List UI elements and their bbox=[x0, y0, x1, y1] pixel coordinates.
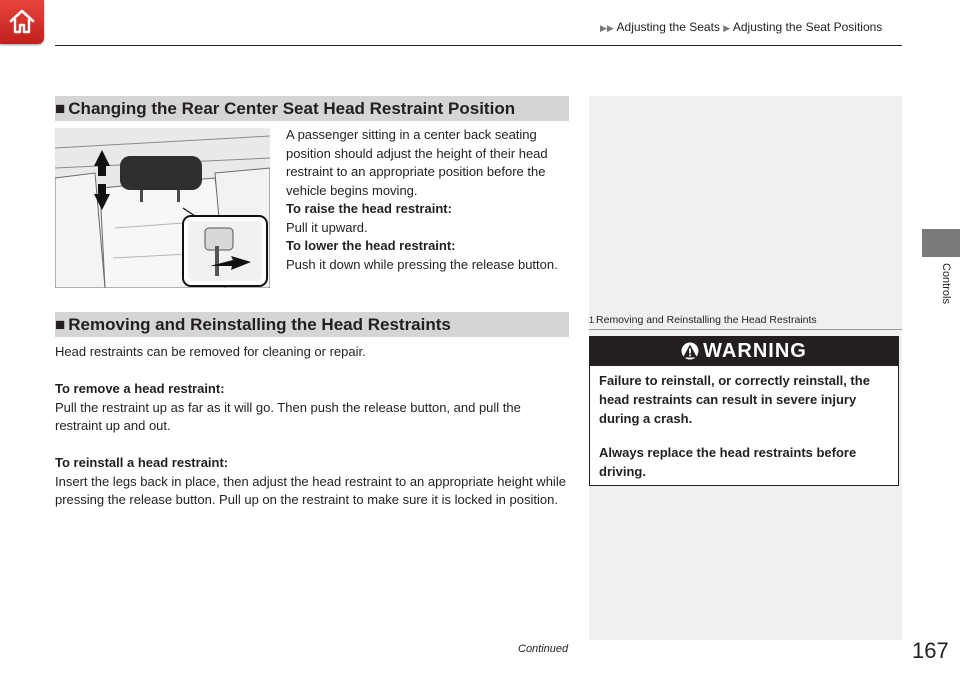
warning-box bbox=[589, 336, 899, 486]
section1-intro: A passenger sitting in a center back seating position should adjust the height of their head restraint to an appropriate position before the vehicle begins moving. bbox=[286, 127, 548, 198]
chapter-tab[interactable] bbox=[922, 229, 960, 257]
raise-heading: To raise the head restraint: bbox=[286, 201, 452, 216]
reinstall-heading: To reinstall a head restraint: bbox=[55, 455, 229, 470]
warning-header bbox=[590, 337, 898, 366]
note-divider bbox=[589, 329, 902, 330]
section-header-removing bbox=[55, 312, 569, 337]
breadcrumb bbox=[600, 20, 882, 34]
raise-text: Pull it upward. bbox=[286, 219, 368, 235]
note-title-text: Removing and Reinstalling the Head Restraints bbox=[596, 314, 817, 326]
seat-illustration-graphic bbox=[55, 128, 270, 288]
breadcrumb-item-seats[interactable]: Adjusting the Seats bbox=[616, 20, 720, 34]
warning-text-1: Failure to reinstall, or correctly reinstall, the head restraints can result in severe injury during a crash. bbox=[599, 373, 870, 426]
section1-body bbox=[286, 126, 571, 274]
warning-text-2: Always replace the head restraints before driving. bbox=[599, 445, 857, 479]
section-header-rear-center bbox=[55, 96, 569, 121]
remove-text: Pull the restraint up as far as it will go. Then push the release button, and pull the restraint up and out. bbox=[55, 399, 521, 433]
home-icon bbox=[7, 6, 37, 36]
note-title bbox=[589, 314, 817, 326]
note-marker: 1 bbox=[589, 315, 595, 325]
continued-label: Continued bbox=[518, 643, 569, 655]
breadcrumb-arrow-icon: ▶ bbox=[723, 23, 731, 33]
section-square-icon: ■ bbox=[55, 315, 66, 334]
remove-heading: To remove a head restraint: bbox=[55, 381, 225, 396]
breadcrumb-item-seat-positions[interactable]: Adjusting the Seat Positions bbox=[732, 20, 883, 34]
chapter-tab-label: Controls bbox=[940, 263, 952, 304]
section-title: Removing and Reinstalling the Head Restraints bbox=[68, 315, 451, 334]
warning-content bbox=[599, 371, 894, 481]
lower-heading: To lower the head restraint: bbox=[286, 238, 456, 253]
home-button[interactable] bbox=[0, 0, 44, 44]
breadcrumb-arrow-icon: ▶▶ bbox=[600, 23, 614, 33]
page-number: 167 bbox=[912, 638, 949, 663]
head-restraint-illustration bbox=[55, 128, 270, 288]
reinstall-text: Insert the legs back in place, then adjust the head restraint to an appropriate height while pressing the release button. Pull up on the restraint to make sure it is locked in position. bbox=[55, 473, 566, 507]
lower-text: Push it down while pressing the release button. bbox=[286, 256, 558, 272]
section2-intro: Head restraints can be removed for cleaning or repair. bbox=[55, 344, 366, 359]
header-divider bbox=[55, 45, 902, 46]
section-square-icon: ■ bbox=[55, 99, 66, 118]
warning-label: WARNING bbox=[703, 340, 807, 362]
section-title: Changing the Rear Center Seat Head Restraint Position bbox=[68, 99, 516, 118]
warning-alert-icon bbox=[681, 342, 699, 360]
section2-body bbox=[55, 343, 570, 510]
